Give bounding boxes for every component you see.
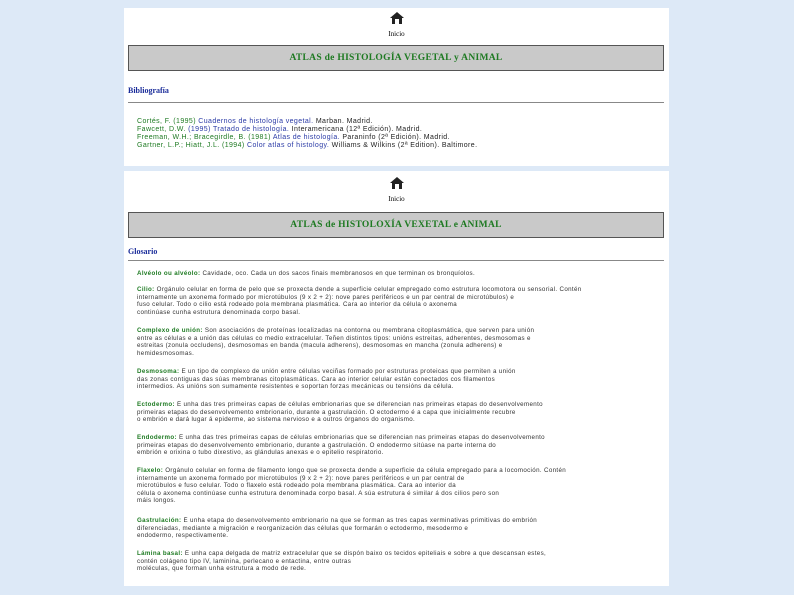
bib-rest: Interamericana (12ª Edición). Madrid. [291, 126, 423, 133]
glossary-line [137, 497, 566, 505]
section-heading: Bibliografía [128, 86, 169, 95]
glossary-definition: É unha capa delgada de matriz extracelular que se dispón baixo os tecidos epiteliais e sobre a que descansan estes, [184, 550, 547, 557]
glossary-definition: É unha das tres primeiras capas de células embrionarias que se diferencian nas primeiras etapas do desenvolvemento [179, 434, 545, 441]
glossary-definition: contén colágeno tipo IV, laminina, perlecano e entactina, entre outras [137, 557, 352, 565]
glossary-definition: estreitas (zonula occludens), desmosomas en banda (macula adherens), desmosomas en mancha (zonula adherens) e [137, 342, 503, 350]
glossary-entry [137, 368, 516, 391]
bib-rest: Marban. Madrid. [315, 118, 373, 125]
glossary-definition: endodermo, respectivamente. [137, 532, 229, 540]
glossary-line [137, 335, 534, 343]
glossary-entry [137, 550, 546, 573]
bib-author: Cortés, F. (1995) [137, 118, 196, 125]
glossary-definition: Orgánulo celular en forma de pelo que se proxecta dende a superficie celular empregado como estrutura locomotora ou sensorial. Contén [156, 286, 582, 293]
glossary-definition: hemidesmosomas. [137, 349, 195, 357]
glossary-definition: É unha das tres primeiras capas de células embrionarias que se diferencian nas primeiras etapas do desenvolvemento [176, 401, 543, 408]
glossary-line [137, 565, 546, 573]
glossary-definition: embrión e orixina o tubo dixestivo, as glándulas anexas e o epitelio respiratorio. [137, 449, 384, 457]
bib-title: Cuadernos de histología vegetal. [198, 118, 314, 125]
glossary-line [137, 342, 534, 350]
glossary-term: Lámina basal: [137, 550, 183, 557]
list-item [137, 142, 657, 150]
home-label[interactable]: Inicio [388, 195, 405, 203]
glossary-definition: E un tipo de complexo de unión entre células veciñas formado por estruturas proteicas que permiten a unión [181, 368, 516, 375]
glossary-line [137, 350, 534, 358]
glossary-line [137, 550, 546, 558]
glossary-definition: diferenciadas, mediante a migración e reorganización das células que formarán o ectodermo, mesodermo e [137, 524, 469, 532]
bib-author: Gartner, L.P.; Hiatt, J.L. (1994) [137, 142, 245, 149]
glossary-definition: das zonas contiguas das súas membranas citoplasmáticas. Cara ao interior celular están conectados cos filamentos [137, 375, 496, 383]
glossary-definition: entre as células e a unión das células co medio extracelular. Teñen distintos tipos: unións estreitas, adherentes, desmosomas e [137, 334, 531, 342]
bib-author: Fawcett, D.W. [137, 126, 186, 133]
divider [128, 260, 664, 261]
glossary-definition: internamente un axonema formado por microtúbulos (9 x 2 + 2): nove pares periféricos e un par central de microtúbulos) e [137, 293, 515, 301]
glossary-entry [137, 286, 582, 316]
glossary-definition: continúase cunha estrutura denominada corpo basal. [137, 308, 301, 316]
glossary-term: Cilio: [137, 286, 155, 293]
glossary-definition: Orgánulo celular en forma de filamento longo que se proxecta dende a superficie da célula empregado para a locomoción. Contén [165, 467, 567, 474]
home-link[interactable] [124, 11, 669, 38]
glossary-panel [124, 171, 669, 586]
glossary-line [137, 558, 546, 566]
glossary-line [137, 525, 537, 533]
glossary-definition: fuso celular. Todo o cilio está rodeado pola membrana plasmática. Cara ao interior da célula o axonema [137, 301, 458, 309]
glossary-line [137, 368, 516, 376]
bib-author: Freeman, W.H.; Bracegirdle, B. (1981) [137, 134, 271, 141]
glossary-line [137, 309, 582, 317]
glossary-line [137, 532, 537, 540]
glossary-term: Alvéolo ou alvéolo: [137, 270, 201, 277]
glossary-line [137, 434, 545, 442]
home-icon[interactable] [390, 177, 404, 189]
home-link[interactable] [124, 176, 669, 203]
glossary-definition: É unha etapa do desenvolvemento embrionario na que se forman as tres capas xerminativas primitivas do embrión [183, 517, 538, 524]
glossary-definition: moléculas, que forman unha estrutura a modo de rede. [137, 565, 307, 573]
glossary-entry [137, 401, 543, 424]
bib-title: Color atlas of histology. [246, 142, 330, 149]
glossary-definition: internamente un axonema formado por microtúbulos (9 x 2 + 2): nove pares periféricos e un par central de [137, 474, 465, 482]
glossary-definition: primeiras etapas do desenvolvemento embrionario, durante a gastrulación. O endodermo sitúase na parte interna do [137, 441, 497, 449]
glossary-line [137, 286, 582, 294]
bibliography-panel [124, 8, 669, 166]
glossary-entry [137, 327, 534, 357]
glossary-line [137, 467, 566, 475]
glossary-definition: intermedios. As unións son sumamente resistentes e soportan forzas mecánicas ou tensións da célula. [137, 383, 454, 391]
glossary-line [137, 327, 534, 335]
glossary-line [137, 376, 516, 384]
home-label[interactable]: Inicio [388, 30, 405, 38]
glossary-term: Complexo de unión: [137, 327, 203, 334]
home-icon[interactable] [390, 12, 404, 24]
glossary-entry [137, 434, 545, 457]
bibliography-list [137, 118, 657, 150]
glossary-line [137, 517, 537, 525]
glossary-entry [137, 467, 566, 505]
bib-rest: Williams & Wilkins (2ª Edition). Baltimore. [331, 142, 478, 149]
list-item [137, 118, 657, 126]
divider [128, 102, 664, 103]
glossary-term: Ectodermo: [137, 401, 175, 408]
glossary-line [137, 383, 516, 391]
glossary-line [137, 270, 475, 278]
glossary-term: Flaxelo: [137, 467, 164, 474]
glossary-line [137, 416, 543, 424]
glossary-definition: célula o axonema continúase cunha estrutura denominada corpo basal. A súa estrutura é similar á dos cilios pero son [137, 489, 500, 497]
glossary-definition: primeiras etapas do desenvolvemento embrionario, durante a gastrulación. O ectodermo é a capa que inicialmente recubre [137, 408, 516, 416]
glossary-line [137, 442, 545, 450]
page-title: ATLAS de HISTOLOGÍA VEGETAL y ANIMAL [128, 45, 664, 71]
glossary-line [137, 449, 545, 457]
glossary-line [137, 490, 566, 498]
glossary-line [137, 294, 582, 302]
glossary-term: Desmosoma: [137, 368, 180, 375]
glossary-line [137, 475, 566, 483]
glossary-entry [137, 270, 475, 278]
list-item [137, 134, 657, 142]
glossary-definition: Son asociacións de proteínas localizadas na contorna ou membrana citoplasmática, que serven para unión [204, 327, 535, 334]
glossary-line [137, 301, 582, 309]
glossary-line [137, 482, 566, 490]
glossary-definition: Cavidade, oco. Cada un dos sacos finais membranosos en que terminan os bronquíolos. [202, 270, 476, 277]
glossary-definition: o embrión e dará lugar á epiderme, ao sistema nervioso e a outros órganos do organismo. [137, 416, 416, 424]
glossary-definition: máis longos. [137, 497, 176, 505]
glossary-line [137, 401, 543, 409]
bib-rest: Paraninfo (2ª Edición). Madrid. [342, 134, 450, 141]
bib-title: (1995) Tratado de histología. [188, 126, 290, 133]
glossary-line [137, 409, 543, 417]
section-heading: Glosario [128, 247, 158, 256]
page-title: ATLAS de HISTOLOXÍA VEXETAL e ANIMAL [128, 212, 664, 238]
bib-title: Atlas de histología. [272, 134, 340, 141]
glossary-term: Endodermo: [137, 434, 177, 441]
list-item [137, 126, 657, 134]
glossary-entry [137, 517, 537, 540]
glossary-definition: microtúbulos e fuso celular. Todo o flaxelo está rodeado pola membrana plasmática. Cara ao interior da [137, 482, 456, 490]
glossary-term: Gastrulación: [137, 517, 182, 524]
